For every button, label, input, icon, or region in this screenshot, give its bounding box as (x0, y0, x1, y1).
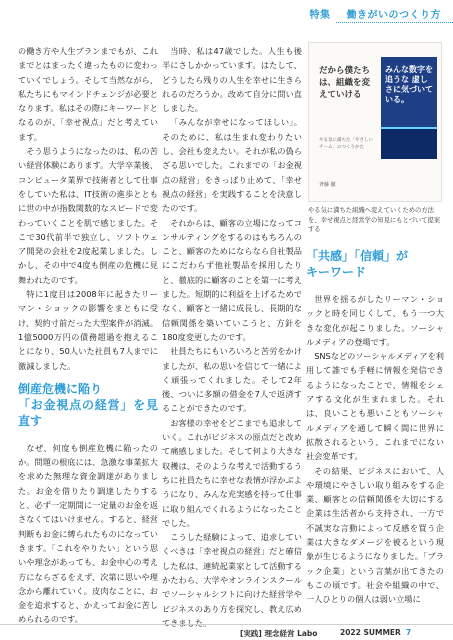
header-rule (336, 22, 453, 23)
book-cover-text: みんな数字を追うな 虚しさに気づいている。 (385, 65, 433, 104)
body-paragraph: 特に1度目は2008年に起きたリーマン・ショックの影響をまともに受け、契約寸前だった大型案件が消滅。1億5000万円の債務超過を抱えることになり、50人いた社員も7人までに激減しました。 (18, 289, 158, 371)
book-cover-band (381, 127, 437, 159)
body-paragraph: その結果、ビジネスにおいて、人や環境にやさしい取り組みをする企業、顧客との信頼関係を大切にする企業は生活者から支持され、一方で不誠実な言動によって反感を買う企業は大きなダメージを被るという現象が生じるようになりました。「ブラック企業」という言葉が出てきたのもこの頃です。社会や組織の中で、一人ひとりの個人は弱い立場に (306, 465, 444, 605)
body-paragraph: の働き方や人生プランまでもが、これまでとはまったく違ったものに変わっていくでしょう。そして当然ながら、私たちにもマインドチェンジが必要となります。私はその際にキーワードとなるのが、「幸せ視点」だと考えています。 (18, 46, 158, 142)
footer-magazine: [実践] 理念経営 Labo (240, 629, 318, 638)
book-cover (381, 57, 437, 157)
body-paragraph: それからは、顧客の立場になってコンサルティングをするのはもちろんのこと、顧客のためにならなら自社製品にこだわらず他社製品を採用したりと、徹底的に顧客のことを第一に考えました。短期的に利益を上げるためでなく、顧客と一緒に成長し、長期的な信頼関係を築いていこうと、方針を180度変更したのです。 (162, 217, 302, 342)
article-column-1 (18, 44, 158, 625)
body-paragraph: お客様の幸せをどこまでも追求していく。これがビジネスの原点だと改めて痛感しました。そして何より大きな収穫は、そのような考えで活動するうちに社員たちに幸せな表情が浮かぶようになり、みんな充実感を持って仕事に取り組んでくれるようになったことでした。 (162, 417, 302, 528)
book-author: 斉藤 徹 (319, 182, 336, 188)
section-heading (18, 381, 158, 429)
article-column-2 (162, 44, 302, 628)
book-image (308, 42, 442, 202)
body-paragraph: 社員たちにもいろいろと苦労をかけましたが、私の思いを信じて一緒によく頑張ってくれました。そして2年後、ついに多額の借金を7人で返済することができたのです。 (162, 346, 302, 414)
book-title: だから僕たちは、組織を変えていける (319, 66, 371, 100)
body-paragraph: なぜ、何度も倒産危機に陥ったのか。問題の根底には、急激な事業拡大を求めた無理な資金調達がありました。お金を借りたり調達したりすると、必ず一定期間に一定量のお金を返さなくてはいけません。すると、経営判断もお金に縛られたものになっていきます。「これをやりたい」という思いや理念があっても、お金中心の考え方にならざるをえず、次第に思いや理念から離れていく。皮肉なことに、お金を追求すると、かえってお金に苦しめられるのです。 (18, 442, 158, 625)
section-heading-line: 「共感」「信頼」が (306, 249, 409, 263)
book-subtitle: やる気に満ちた「やさしいチーム」のつくりかた (319, 138, 373, 150)
section-heading (306, 248, 444, 280)
section-header (310, 6, 441, 21)
section-label: 特集 (309, 10, 331, 21)
section-heading-line: キーワード (306, 265, 367, 279)
section-title: 働きがいのつくり方 (346, 10, 441, 21)
footer-rule (0, 624, 453, 625)
book-caption: やる気に満ちた組織へ変えていくための方法を、幸せ視点と経営学の知見にもとづいて提案する (308, 207, 441, 233)
body-paragraph: こうした経験によって、追求していくべきは「幸せ視点の経営」だと確信した私は、連続起業家として活動するかたわら、大学やオンラインスクールでソーシャルシフトに向けた経営学やビジネスのあり方を探究し、教え広めてきました。 (162, 532, 302, 628)
body-paragraph: 世界を揺るがしたリーマン・ショックと時を同じくして、もう一つ大きな変化が起こりました。ソーシャルメディアの登場です。 (306, 294, 444, 347)
article-column-3 (306, 240, 444, 614)
section-heading-line: 「お金視点の経営」を見直す (18, 397, 158, 428)
footer-issue: 2022 SUMMER (340, 628, 401, 637)
body-paragraph: SNSなどのソーシャルメディアを利用して誰でも手軽に情報を発信できるようになったことで、情報をシェアする文化が生まれました。それは、良いことも悪いこともソーシャルメディアを通して瞬く間に世界に拡散されるという、これまでにない社会変革です。 (306, 351, 444, 462)
body-paragraph: そう思うようになったのは、私の苦い経営体験にあります。大学卒業後、コンピュータ業界で技術者として仕事をしていた私は、IT技術の進歩とともに世の中が指数関数的なスピードで変わっていくことを肌で感じました。そこで30代前半で独立し、ソフトウェア開発の会社を2度起業しました。しかし、その中で4度も倒産の危機に見舞われたのです。 (18, 146, 158, 285)
body-paragraph: 「みんなが幸せになってほしい」。そのために、私は生まれ変わりたいし、会社も変えたい。それが私の偽らざる思いでした。これまでの「お金視点の経営」をきっぱり止めて、「幸せ視点の経営」を実践することを決意したのです。 (162, 117, 302, 214)
body-paragraph: 当時、私は47歳でした。人生も後半にさしかかっています。はたして、どうしたら残りの人生を幸せに生きられるのだろうか。改めて自分に問い直しました。 (162, 46, 302, 114)
section-heading-line: 倒産危機に陥り (18, 381, 103, 396)
page-number: 7 (406, 628, 412, 637)
